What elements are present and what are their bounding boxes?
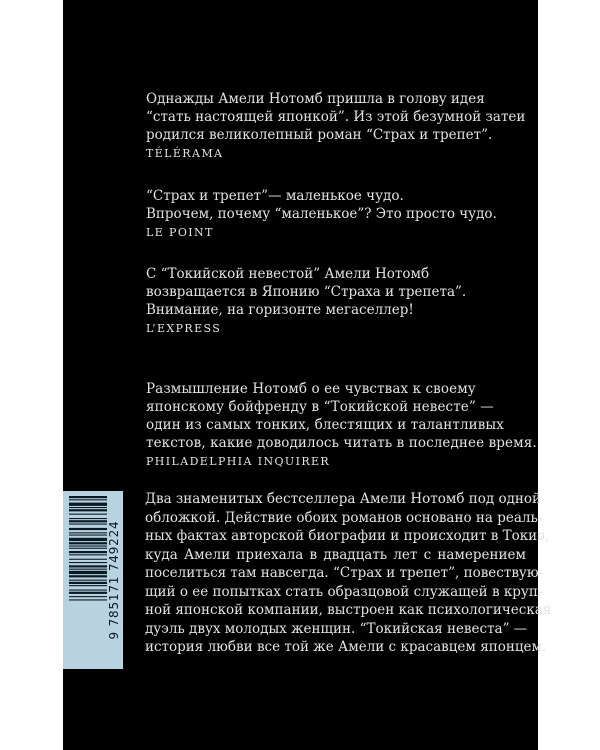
annotation-line: обложкой. Действие обоих романов основано на реаль-: [145, 509, 543, 526]
quote-line: один из самых тонких, блестящих и талантливых: [146, 417, 504, 433]
quote-source: PHILADELPHIA INQUIRER: [146, 455, 331, 468]
quote-line: японскому бойфренду в “Токийской невесте” —: [146, 399, 494, 415]
quote-source: LE POINT: [146, 226, 214, 239]
annotation-line: дуэль двух молодых женщин. “Токийская невеста” —: [145, 620, 528, 637]
quote-source: L’EXPRESS: [146, 322, 222, 335]
annotation-line: щий о ее попытках стать образцовой служащей в круп-: [145, 583, 543, 600]
quote-line: Размышление Нотомб о ее чувствах к своему: [146, 381, 476, 397]
isbn-digits: 9 785171 749224: [107, 520, 121, 640]
annotation-line: Два знаменитых бестселлера Амели Нотомб под одной: [145, 491, 542, 507]
back-cover: [63, 0, 552, 750]
review-quote-lexpress: [146, 265, 526, 338]
barcode-icon: [69, 496, 107, 664]
quote-line: С “Токийской невестой” Амели Нотомб: [146, 266, 430, 282]
quote-line: родился великолепный роман “Страх и трепет”.: [146, 127, 493, 143]
quote-line: “Страх и трепет”— маленькое чудо.: [146, 188, 404, 204]
quote-line: Внимание, на горизонте мегаселлер!: [146, 302, 414, 318]
annotation-line: ных фактах авторской биографии и происходит в Токио,: [145, 528, 550, 544]
annotation-line: куда Амели приехала в двадцать лет с намерением: [145, 546, 526, 563]
quote-source: TÉLÉRAMA: [146, 147, 224, 160]
annotation-line: поселиться там навсегда. “Страх и трепет”, повествую-: [145, 565, 544, 581]
quote-line: текстов, какие доводилось читать в последнее время.: [146, 435, 537, 451]
quote-line: “стать настоящей японкой”. Из этой безумной затеи: [146, 109, 526, 125]
book-annotation: [145, 490, 552, 657]
quote-line: Однажды Амели Нотомб пришла в голову идея: [146, 91, 485, 107]
barcode-panel: [63, 491, 123, 669]
annotation-line: история любви все той же Амели с красавцем японцем.: [145, 639, 547, 655]
review-quote-telerama: [146, 90, 526, 163]
annotation-line: ной японской компании, выстроен как психологическая: [145, 602, 552, 618]
review-quote-philadelphia-inquirer: [146, 380, 537, 471]
quote-line: возвращается в Японию “Страха и трепета”.: [146, 284, 467, 300]
quote-line: Впрочем, почему “маленькое”? Это просто чудо.: [146, 206, 497, 222]
review-quote-le-point: [146, 187, 526, 242]
